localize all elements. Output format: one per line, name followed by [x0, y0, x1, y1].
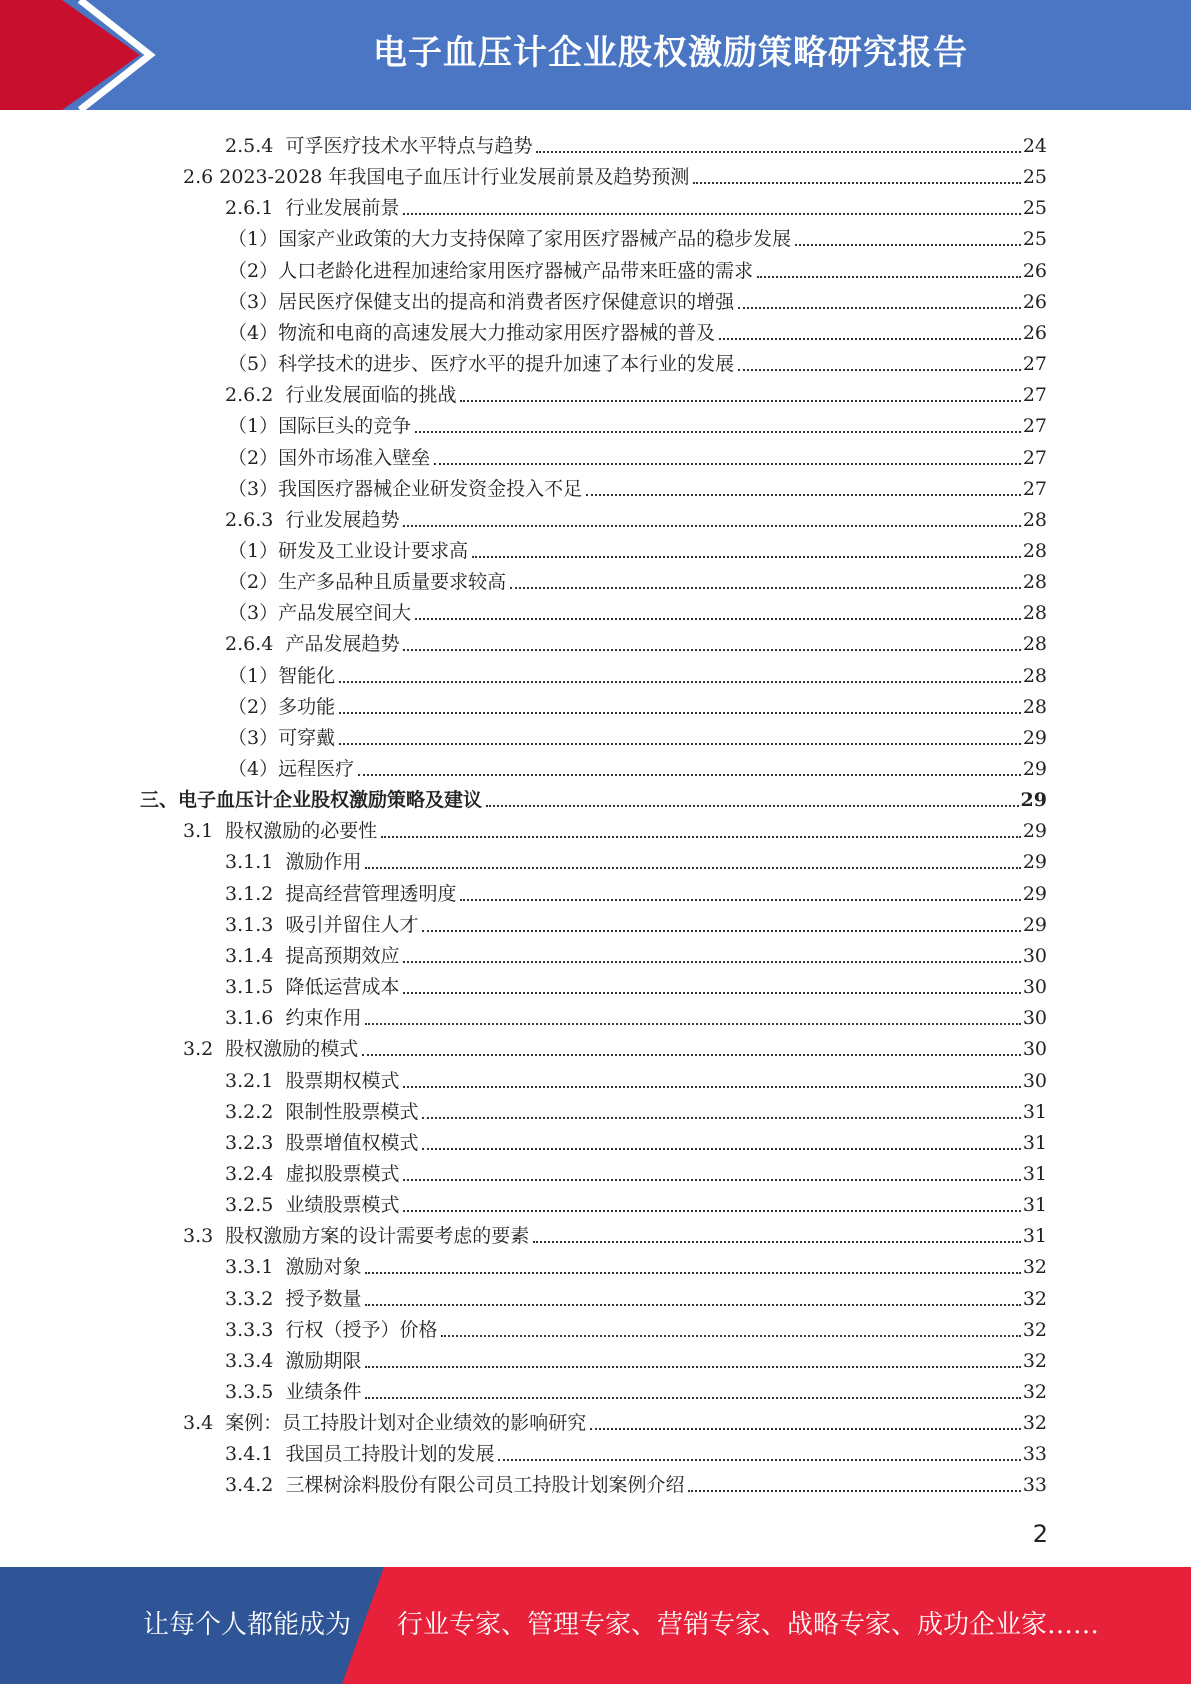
toc-entry-title: （2）人口老龄化进程加速给家用医疗器械产品带来旺盛的需求: [228, 259, 754, 282]
toc-entry[interactable]: [228, 688, 1047, 719]
footer-slogan-left: 让每个人都能成为: [143, 1610, 352, 1640]
toc-leader-dots: [365, 867, 1020, 869]
toc-entry-page: 32: [1022, 1349, 1047, 1372]
toc-entry[interactable]: [225, 968, 1047, 999]
toc-entry[interactable]: [228, 657, 1047, 688]
toc-leader-dots: [339, 743, 1021, 745]
toc-entry-title: 降低运营成本: [285, 976, 400, 999]
toc-leader-dots: [536, 151, 1020, 153]
toc-entry-page: 28: [1022, 539, 1047, 562]
toc-entry-page: 32: [1022, 1381, 1047, 1403]
toc-entry-title: 行权（授予）价格: [285, 1318, 438, 1341]
toc-entry[interactable]: [225, 1248, 1047, 1279]
toc-entry-page: 31: [1022, 1100, 1047, 1123]
toc-entry-page: 30: [1022, 1038, 1047, 1061]
toc-entry-title: （4）物流和电商的高速发展大力推动家用医疗器械的普及: [228, 321, 716, 344]
toc-entry-page: 26: [1022, 290, 1047, 313]
toc-entry-page: 29: [1022, 758, 1047, 780]
toc-entry-page: 31: [1022, 1225, 1047, 1248]
toc-entry-number: 3.4.1: [225, 1443, 286, 1466]
toc-entry-number: 2.6.4: [225, 633, 286, 656]
toc-entry[interactable]: [228, 719, 1047, 750]
toc-entry-number: 3.2: [183, 1038, 226, 1061]
toc-entry[interactable]: [225, 1435, 1047, 1466]
toc-entry[interactable]: [183, 158, 1047, 189]
toc-entry-title: （3）产品发展空间大: [228, 602, 412, 625]
toc-entry-title: 激励对象: [285, 1256, 362, 1279]
toc-leader-dots: [403, 961, 1020, 963]
toc-entry-number: 2.6.3: [225, 508, 286, 531]
page-number: 2: [1032, 1520, 1048, 1548]
toc-entry-number: 3.3: [183, 1225, 226, 1248]
toc-leader-dots: [757, 276, 1021, 278]
toc-leader-dots: [422, 1148, 1020, 1150]
toc-entry[interactable]: [225, 1311, 1047, 1342]
toc-entry-page: 31: [1022, 1162, 1047, 1185]
toc-entry-number: 3.3.2: [225, 1287, 286, 1310]
toc-leader-dots: [403, 1179, 1020, 1181]
toc-leader-dots: [403, 1210, 1020, 1212]
toc-entry-page: 25: [1022, 228, 1047, 251]
toc-entry-title: 授予数量: [285, 1287, 362, 1310]
toc-entry-title: 股权激励方案的设计需要考虑的要素: [225, 1225, 530, 1248]
toc-entry[interactable]: [225, 843, 1047, 874]
toc-leader-dots: [434, 463, 1021, 465]
toc-entry-page: 27: [1022, 446, 1047, 469]
toc-entry-number: 3.3.4: [225, 1349, 286, 1372]
toc-entry-title: 股票增值权模式: [285, 1131, 419, 1154]
toc-entry[interactable]: [228, 594, 1047, 625]
toc-leader-dots: [460, 400, 1020, 402]
toc-entry[interactable]: [183, 1404, 1047, 1435]
toc-entry-number: 3.3.5: [225, 1381, 286, 1403]
toc-entry[interactable]: [228, 283, 1047, 314]
toc-entry[interactable]: [228, 314, 1047, 345]
toc-leader-dots: [403, 213, 1020, 215]
toc-entry[interactable]: [225, 1342, 1047, 1373]
toc-leader-dots: [403, 992, 1020, 994]
toc-entry-page: 33: [1022, 1443, 1047, 1466]
toc-entry[interactable]: [183, 1030, 1047, 1061]
toc-entry[interactable]: [225, 1466, 1047, 1497]
toc-leader-dots: [365, 1366, 1020, 1368]
toc-entry[interactable]: [228, 563, 1047, 594]
toc-entry[interactable]: [228, 252, 1047, 283]
toc-entry-number: 3.3.3: [225, 1318, 286, 1341]
toc-leader-dots: [441, 1335, 1020, 1337]
toc-entry[interactable]: [225, 625, 1047, 656]
toc-entry-page: 26: [1022, 259, 1047, 282]
toc-entry-title: （1）国际巨头的竞争: [228, 415, 412, 438]
toc-entry-page: 30: [1022, 944, 1047, 967]
toc-entry-number: 3.2.2: [225, 1100, 286, 1123]
footer-band: [0, 1567, 1191, 1684]
toc-entry-title: 限制性股票模式: [285, 1100, 419, 1123]
toc-entry-page: 29: [1022, 820, 1047, 843]
toc-entry-page: 27: [1022, 477, 1047, 500]
toc-entry-title: 三、电子血压计企业股权激励策略及建议: [140, 789, 483, 812]
toc-entry-page: 26: [1022, 321, 1047, 344]
toc-leader-dots: [719, 338, 1021, 340]
toc-entry-number: 3.1.4: [225, 944, 286, 967]
toc-entry-title: （3）可穿戴: [228, 726, 336, 749]
toc-leader-dots: [339, 681, 1021, 683]
toc-leader-dots: [365, 1272, 1020, 1274]
footer-slogan-right: 行业专家、管理专家、营销专家、战略专家、成功企业家……: [397, 1610, 1100, 1640]
toc-entry[interactable]: [225, 937, 1047, 968]
toc-entry-title: 约束作用: [285, 1007, 362, 1030]
toc-entry[interactable]: [228, 345, 1047, 376]
toc-entry[interactable]: [225, 189, 1047, 220]
toc-leader-dots: [339, 712, 1021, 714]
toc-entry-title: （2）生产多品种且质量要求较高: [228, 571, 507, 594]
toc-entry-title: （5）科学技术的进步、医疗水平的提升加速了本行业的发展: [228, 353, 735, 376]
toc-entry-title: 提高经营管理透明度: [285, 882, 457, 905]
toc-entry-title: （3）我国医疗器械企业研发资金投入不足: [228, 477, 583, 500]
toc-leader-dots: [422, 1117, 1020, 1119]
toc-entry-number: 3.4: [183, 1412, 226, 1435]
toc-entry[interactable]: [225, 1155, 1047, 1186]
toc-leader-dots: [415, 618, 1021, 620]
toc-entry-page: 32: [1022, 1412, 1047, 1435]
toc-leader-dots: [472, 556, 1021, 558]
toc-entry[interactable]: [225, 1124, 1047, 1155]
toc-entry-number: 3.1.6: [225, 1007, 286, 1030]
toc-leader-dots: [460, 899, 1020, 901]
toc-entry-number: 2.5.4: [225, 135, 286, 157]
toc-leader-dots: [358, 774, 1021, 776]
toc-entry-title: 吸引并留住人才: [285, 913, 419, 936]
toc-entry-page: 28: [1022, 695, 1047, 718]
header-band: [0, 0, 1191, 110]
toc-leader-dots: [795, 244, 1021, 246]
toc-entry-number: 3.2.1: [225, 1069, 286, 1092]
toc-entry-page: 28: [1022, 508, 1047, 531]
toc-entry-page: 28: [1022, 633, 1047, 656]
toc-entry[interactable]: [228, 407, 1047, 438]
toc-leader-dots: [510, 587, 1021, 589]
toc-entry[interactable]: [228, 750, 1047, 781]
toc-entry-page: 32: [1022, 1256, 1047, 1279]
toc-entry-page: 27: [1022, 384, 1047, 407]
toc-entry[interactable]: [225, 1093, 1047, 1124]
toc-entry-number: 3.1: [183, 820, 226, 843]
toc-entry[interactable]: [225, 1186, 1047, 1217]
toc-entry[interactable]: [228, 470, 1047, 501]
toc-entry[interactable]: [183, 812, 1047, 843]
toc-entry[interactable]: [225, 906, 1047, 937]
toc-entry-number: 3.2.3: [225, 1131, 286, 1154]
toc-leader-dots: [415, 431, 1021, 433]
toc-entry-page: 29: [1022, 851, 1047, 874]
toc-entry-title: （3）居民医疗保健支出的提高和消费者医疗保健意识的增强: [228, 290, 735, 313]
toc-entry-page: 29: [1022, 882, 1047, 905]
report-title: 电子血压计企业股权激励策略研究报告: [373, 33, 968, 73]
toc-leader-dots: [533, 1241, 1021, 1243]
toc-entry-page: 28: [1022, 571, 1047, 594]
toc-leader-dots: [403, 525, 1020, 527]
toc-entry-title: 行业发展前景: [285, 197, 400, 220]
toc-entry-page: 29: [1020, 789, 1047, 812]
toc-entry[interactable]: [225, 999, 1047, 1030]
toc-leader-dots: [365, 1304, 1020, 1306]
toc-entry-page: 31: [1022, 1194, 1047, 1217]
toc-leader-dots: [688, 1490, 1020, 1492]
toc-entry-page: 27: [1022, 415, 1047, 438]
toc-entry-title: （1）国家产业政策的大力支持保障了家用医疗器械产品的稳步发展: [228, 228, 792, 251]
toc-entry[interactable]: [228, 439, 1047, 470]
toc-entry-title: 2023-2028 年我国电子血压计行业发展前景及趋势预测: [219, 166, 690, 189]
toc-entry-title: 行业发展趋势: [285, 508, 400, 531]
toc-entry-number: 3.2.4: [225, 1162, 286, 1185]
toc-entry-title: 提高预期效应: [285, 944, 400, 967]
toc-entry[interactable]: [225, 1373, 1047, 1404]
toc-entry[interactable]: [228, 220, 1047, 251]
toc-entry-title: 激励作用: [285, 851, 362, 874]
toc-entry-number: 3.1.5: [225, 976, 286, 999]
toc-entry-number: 3.2.5: [225, 1194, 286, 1217]
toc-entry-number: 3.1.1: [225, 851, 286, 874]
toc-entry-page: 27: [1022, 353, 1047, 376]
toc-entry[interactable]: [225, 875, 1047, 906]
toc-leader-dots: [422, 930, 1020, 932]
toc-entry-number: 2.6.2: [225, 384, 286, 407]
toc-entry-number: 3.1.3: [225, 913, 286, 936]
toc-leader-dots: [365, 1397, 1020, 1399]
toc-entry-page: 30: [1022, 1007, 1047, 1030]
toc-entry-title: 股权激励的必要性: [225, 820, 378, 843]
toc-leader-dots: [590, 1428, 1021, 1430]
toc-entry[interactable]: [183, 1217, 1047, 1248]
toc-entry-number: 2.6.1: [225, 197, 286, 220]
toc-entry-title: （1）研发及工业设计要求高: [228, 539, 469, 562]
toc-entry-page: 29: [1022, 726, 1047, 749]
toc-entry-title: 虚拟股票模式: [285, 1162, 400, 1185]
toc-leader-dots: [365, 1023, 1020, 1025]
toc-entry-page: 30: [1022, 976, 1047, 999]
toc-entry-title: （2）多功能: [228, 695, 336, 718]
toc-entry-number: 3.4.2: [225, 1474, 286, 1497]
toc-entry-page: 29: [1022, 913, 1047, 936]
toc-entry-page: 28: [1022, 602, 1047, 625]
toc-entry-title: 案例：员工持股计划对企业绩效的影响研究: [225, 1412, 587, 1435]
toc-entry-page: 25: [1022, 197, 1047, 220]
toc-entry[interactable]: [228, 532, 1047, 563]
toc-entry-page: 25: [1022, 166, 1047, 189]
toc-entry[interactable]: [225, 127, 1047, 158]
toc-entry-page: 32: [1022, 1287, 1047, 1310]
toc-entry[interactable]: [225, 1280, 1047, 1311]
toc-entry-title: 业绩股票模式: [285, 1194, 400, 1217]
toc-entry-title: （1）智能化: [228, 664, 336, 687]
toc-entry-title: 产品发展趋势: [285, 633, 400, 656]
toc-leader-dots: [738, 307, 1021, 309]
toc-entry-title: （2）国外市场准入壁垒: [228, 446, 431, 469]
toc-leader-dots: [381, 836, 1021, 838]
toc-leader-dots: [498, 1459, 1020, 1461]
toc-entry-title: 行业发展面临的挑战: [285, 384, 457, 407]
toc-leader-dots: [362, 1054, 1021, 1056]
toc-entry-title: （4）远程医疗: [228, 758, 355, 780]
toc-leader-dots: [486, 805, 1019, 807]
toc-entry[interactable]: [225, 501, 1047, 532]
toc-entry-title: 我国员工持股计划的发展: [285, 1443, 495, 1466]
header-chevron-icon: [0, 0, 160, 110]
toc-leader-dots: [693, 182, 1020, 184]
toc-entry-title: 业绩条件: [285, 1381, 362, 1403]
toc-entry-title: 可孚医疗技术水平特点与趋势: [285, 135, 533, 157]
toc-entry-page: 30: [1022, 1069, 1047, 1092]
toc-leader-dots: [738, 369, 1021, 371]
toc-leader-dots: [403, 649, 1020, 651]
toc-entry-page: 33: [1022, 1474, 1047, 1497]
toc-entry-title: 三棵树涂料股份有限公司员工持股计划案例介绍: [285, 1474, 685, 1497]
toc-leader-dots: [403, 1086, 1020, 1088]
toc-entry-page: 32: [1022, 1318, 1047, 1341]
toc-entry-page: 28: [1022, 664, 1047, 687]
toc-entry[interactable]: [225, 376, 1047, 407]
toc-entry-number: 2.6: [183, 166, 220, 189]
toc-entry-title: 激励期限: [285, 1349, 362, 1372]
toc-entry-number: 3.3.1: [225, 1256, 286, 1279]
toc-entry-page: 24: [1022, 135, 1047, 157]
toc-entry-title: 股票期权模式: [285, 1069, 400, 1092]
toc-entry-page: 31: [1022, 1131, 1047, 1154]
toc-entry-number: 3.1.2: [225, 882, 286, 905]
toc-entry[interactable]: [225, 1062, 1047, 1093]
toc-leader-dots: [586, 494, 1021, 496]
toc-entry[interactable]: [140, 781, 1047, 812]
toc-entry-title: 股权激励的模式: [225, 1038, 359, 1061]
